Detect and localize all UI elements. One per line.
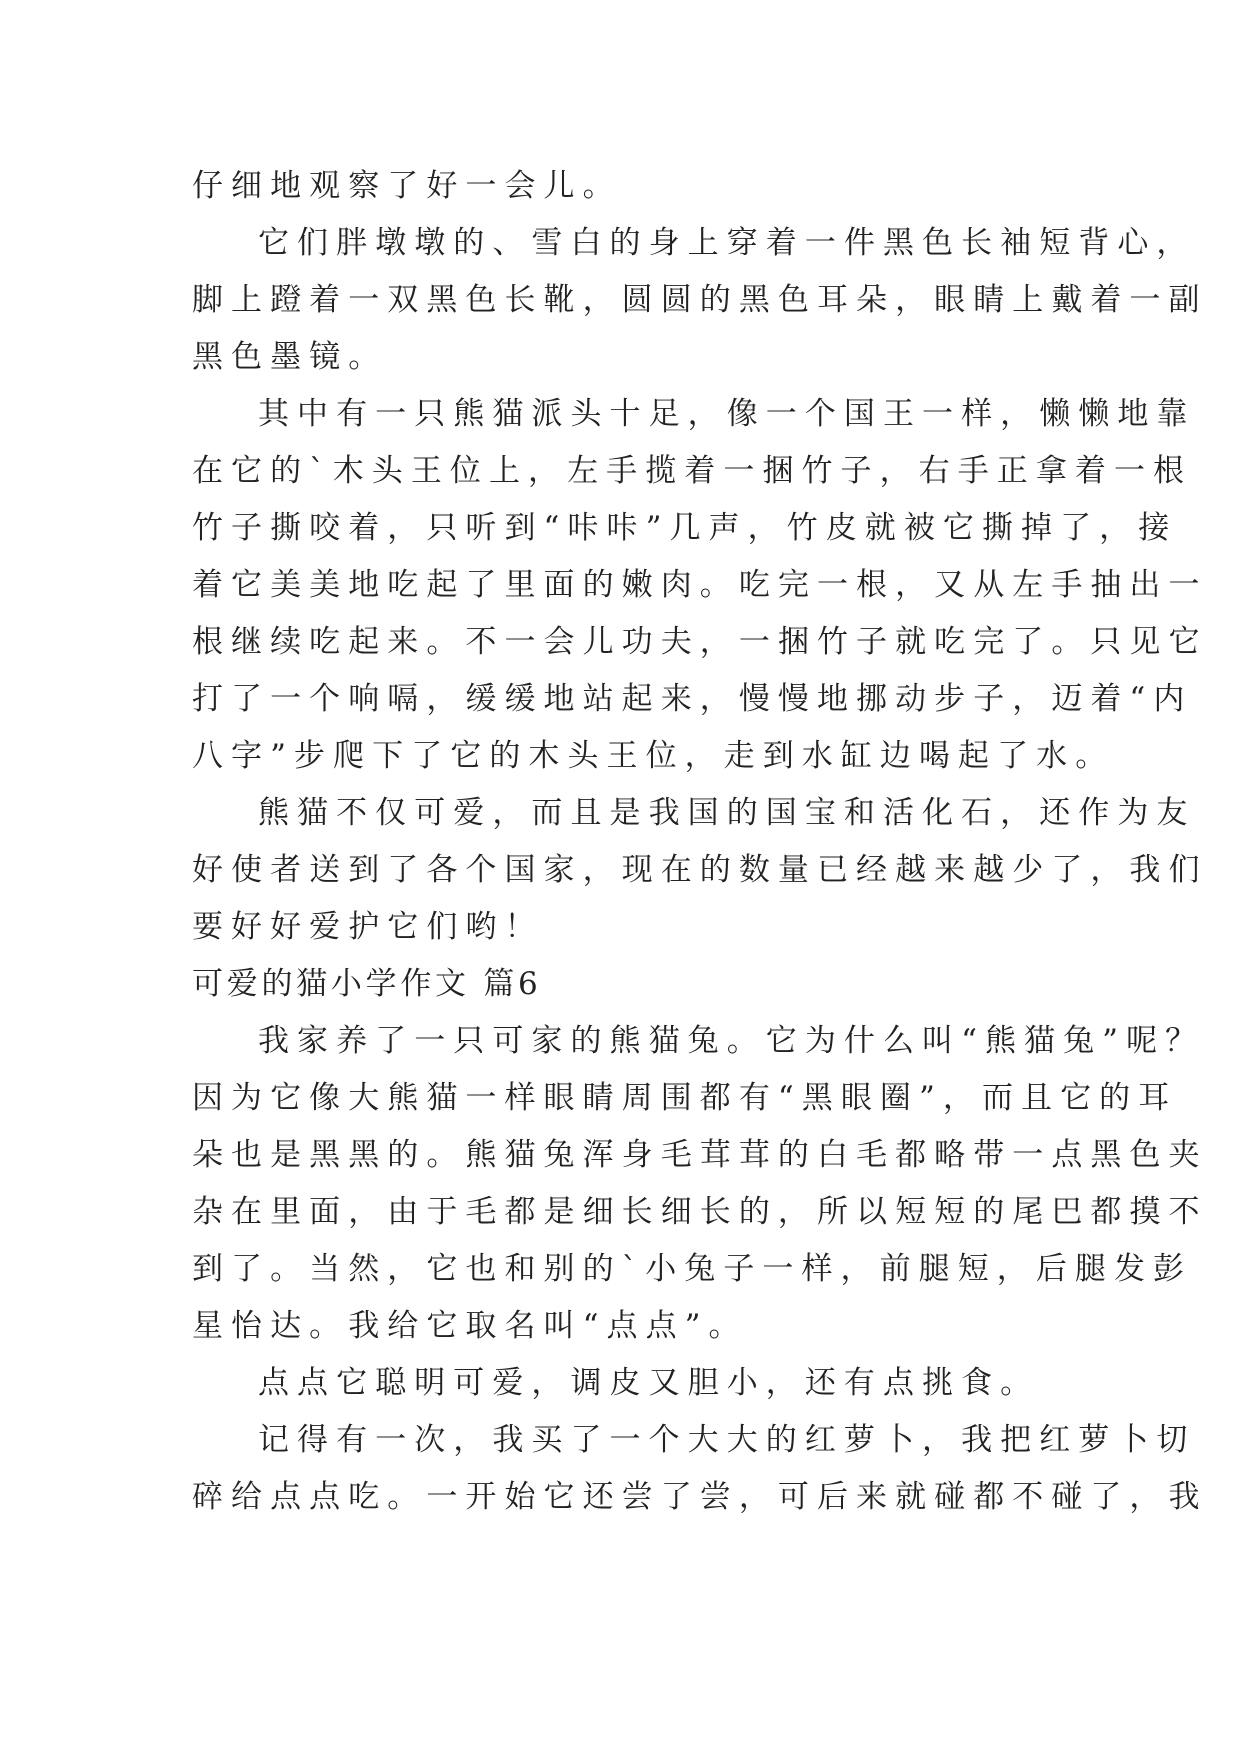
text-line: 要好好爱护它们哟！	[192, 909, 544, 945]
text-line: 到了。当然，它也和别的`小兔子一样，前腿短，后腿发彭	[192, 1251, 1193, 1287]
text-line: 打了一个响嗝，缓缓地站起来，慢慢地挪动步子，迈着“内	[192, 681, 1193, 717]
text-line: 黑色墨镜。	[192, 339, 388, 375]
text-line: 碎给点点吃。一开始它还尝了尝，可后来就碰都不碰了，我	[192, 1479, 1208, 1515]
text-line: 星怡达。我给它取名叫“点点”。	[192, 1308, 748, 1344]
text-line: 仔细地观察了好一会儿。	[192, 168, 622, 204]
paragraph-start-line: 其中有一只熊猫派头十足，像一个国王一样，懒懒地靠	[258, 396, 1196, 432]
paragraph-start-line: 它们胖墩墩的、雪白的身上穿着一件黑色长袖短背心，	[258, 225, 1196, 261]
paragraph-start-line: 熊猫不仅可爱，而且是我国的国宝和活化石，还作为友	[258, 795, 1196, 831]
text-line: 杂在里面，由于毛都是细长细长的，所以短短的尾巴都摸不	[192, 1194, 1208, 1230]
paragraph-start-line: 点点它聪明可爱，调皮又胆小，还有点挑食。	[258, 1365, 1040, 1401]
section-heading: 可爱的猫小学作文 篇6	[192, 966, 542, 1002]
text-line: 八字”步爬下了它的木头王位，走到水缸边喝起了水。	[192, 738, 1115, 774]
text-line: 竹子撕咬着，只听到“咔咔”几声，竹皮就被它撕掉了，接	[192, 510, 1178, 546]
paragraph-start-line: 我家养了一只可家的熊猫兔。它为什么叫“熊猫兔”呢？	[258, 1023, 1205, 1059]
text-line: 好使者送到了各个国家，现在的数量已经越来越少了，我们	[192, 852, 1208, 888]
paragraph-start-line: 记得有一次，我买了一个大大的红萝卜，我把红萝卜切	[258, 1422, 1196, 1458]
text-line: 朵也是黑黑的。熊猫兔浑身毛茸茸的白毛都略带一点黑色夹	[192, 1137, 1208, 1173]
text-line: 着它美美地吃起了里面的嫩肉。吃完一根，又从左手抽出一	[192, 567, 1208, 603]
text-line: 因为它像大熊猫一样眼睛周围都有“黑眼圈”，而且它的耳	[192, 1080, 1178, 1116]
text-line: 脚上蹬着一双黑色长靴，圆圆的黑色耳朵，眼睛上戴着一副	[192, 282, 1208, 318]
document-page	[192, 158, 1208, 1526]
text-line: 根继续吃起来。不一会儿功夫，一捆竹子就吃完了。只见它	[192, 624, 1208, 660]
text-line: 在它的`木头王位上，左手揽着一捆竹子，右手正拿着一根	[192, 453, 1193, 489]
